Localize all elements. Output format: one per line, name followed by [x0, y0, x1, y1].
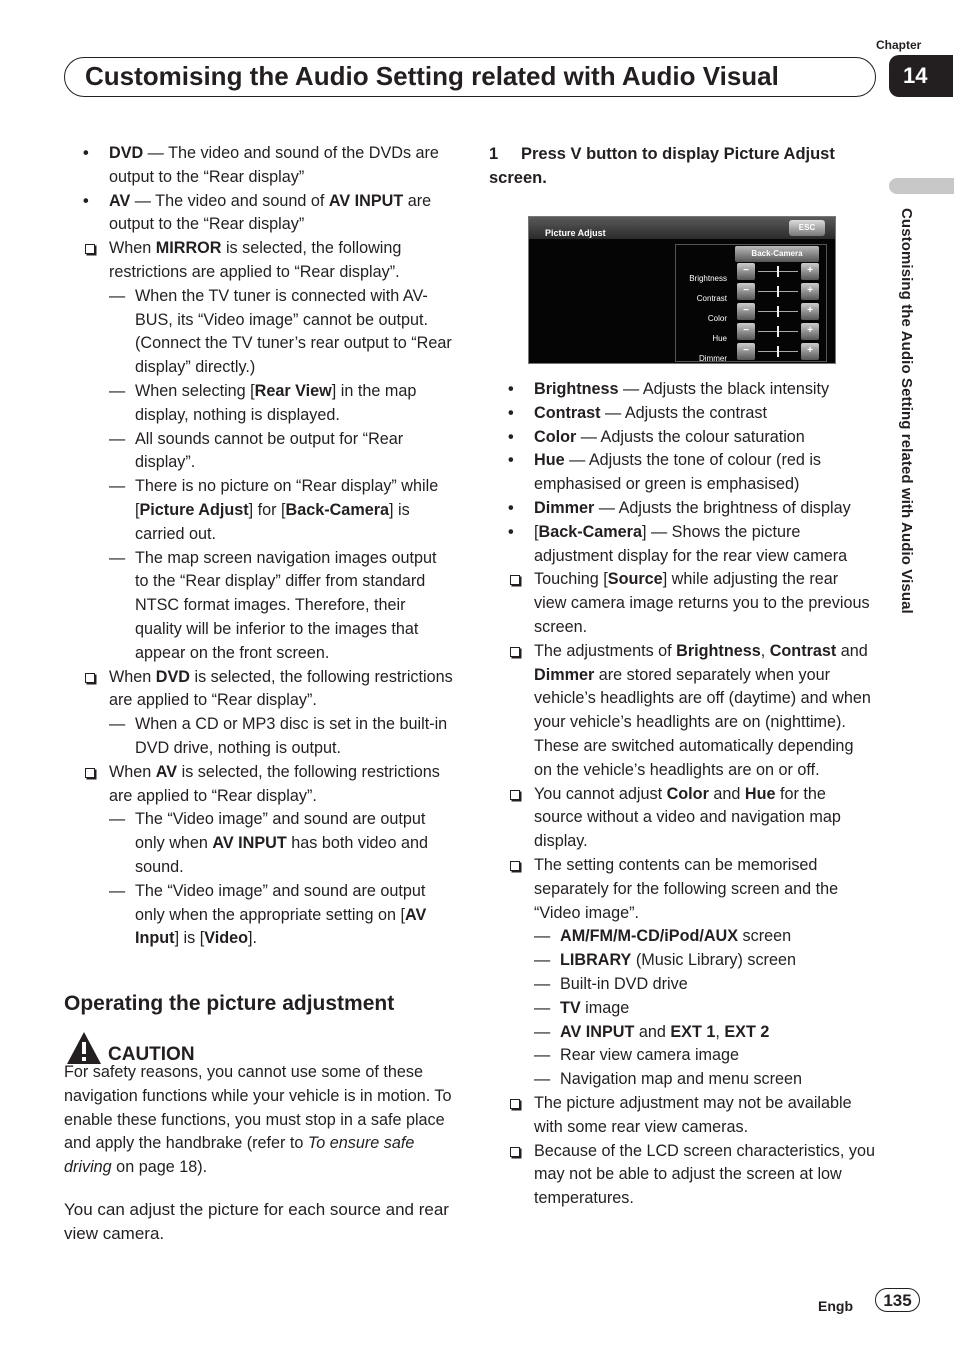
minus-button: −	[737, 283, 755, 300]
bullet-back-camera: • [Back-Camera] — Shows the picture adjustment display for the rear view camera	[489, 521, 875, 569]
note-memorised: The setting contents can be memorised separately for the following screen and the “Video image”.	[489, 854, 875, 925]
bullet-av: • AV — The video and sound of AV INPUT are output to the “Rear display”	[64, 190, 454, 238]
slider-marker	[777, 306, 779, 317]
warning-icon	[66, 1031, 102, 1065]
bullet-brightness: • Brightness — Adjusts the black intensity	[489, 378, 875, 402]
dash-item: — Navigation map and menu screen	[489, 1068, 875, 1092]
slider-brightness	[737, 263, 819, 280]
slider-contrast	[737, 283, 819, 300]
row-label-hue: Hue	[712, 334, 727, 343]
right-column	[489, 142, 875, 1211]
minus-button: −	[737, 263, 755, 280]
slider-marker	[777, 346, 779, 357]
note-availability: The picture adjustment may not be available with some rear view cameras.	[489, 1092, 875, 1140]
picture-adjust-screenshot	[528, 216, 836, 364]
left-column	[64, 142, 454, 1246]
chapter-title: Customising the Audio Setting related with Audio Visual	[85, 61, 779, 91]
plus-button: +	[801, 303, 819, 320]
row-label-color: Color	[707, 314, 727, 323]
note-headlights: The adjustments of Brightness, Contrast and Dimmer are stored separately when your vehicle’s headlights are off (daytime) and when your vehicle’s headlights are on (nighttime). These are switched automatically depending on the vehicle’s headlights are on or off.	[489, 640, 875, 783]
dash-item: — When a CD or MP3 disc is set in the built-in DVD drive, nothing is output.	[64, 713, 454, 761]
slider-hue	[737, 323, 819, 340]
row-label-dimmer: Dimmer	[699, 354, 727, 363]
screen-title: Picture Adjust	[545, 228, 606, 238]
caution-label: CAUTION	[108, 1044, 195, 1066]
dash-item: — The “Video image” and sound are output only when the appropriate setting on [AV Input] is [Video].	[64, 880, 454, 951]
plus-button: +	[801, 263, 819, 280]
dash-item: — All sounds cannot be output for “Rear display”.	[64, 428, 454, 476]
note-lcd: Because of the LCD screen characteristics, you may not be able to adjust the screen at low temperatures.	[489, 1140, 875, 1211]
intro-paragraph: You can adjust the picture for each source and rear view camera.	[64, 1200, 449, 1243]
plus-button: +	[801, 343, 819, 360]
dash-item: — AV INPUT and EXT 1, EXT 2	[489, 1021, 875, 1045]
dash-item: — When selecting [Rear View] in the map display, nothing is displayed.	[64, 380, 454, 428]
dash-item: — AM/FM/M-CD/iPod/AUX screen	[489, 925, 875, 949]
side-thumb-tab	[889, 178, 954, 194]
note-source: Touching [Source] while adjusting the rear view camera image returns you to the previous screen.	[489, 568, 875, 639]
back-camera-button: Back-Camera	[735, 246, 819, 262]
row-label-contrast: Contrast	[696, 294, 727, 303]
caution-text: For safety reasons, you cannot use some of these navigation functions while your vehicle is in motion. To enable these functions, you must stop in a safe place and apply the handbrake (refer to To ensure safe driving on page 18).	[64, 1063, 452, 1177]
plus-button: +	[801, 323, 819, 340]
dash-item: — The “Video image” and sound are output only when AV INPUT has both video and sound.	[64, 808, 454, 879]
dash-item: — LIBRARY (Music Library) screen	[489, 949, 875, 973]
row-label-brightness: Brightness	[689, 274, 727, 283]
bullet-color: • Color — Adjusts the colour saturation	[489, 426, 875, 450]
slider-marker	[777, 266, 779, 277]
chapter-label: Chapter	[876, 38, 922, 52]
esc-button: ESC	[789, 220, 825, 236]
language-code: Engb	[818, 1298, 853, 1314]
minus-button: −	[737, 343, 755, 360]
note-color-hue: You cannot adjust Color and Hue for the source without a video and navigation map display.	[489, 783, 875, 854]
slider-marker	[777, 326, 779, 337]
dash-item: — When the TV tuner is connected with AV-BUS, its “Video image” cannot be output. (Connect the TV tuner’s rear output to “Rear display” directly.)	[64, 285, 454, 380]
note-av-selected: When AV is selected, the following restrictions are applied to “Rear display”.	[64, 761, 454, 809]
minus-button: −	[737, 323, 755, 340]
slider-marker	[777, 286, 779, 297]
dash-item: — Built-in DVD drive	[489, 973, 875, 997]
bullet-contrast: • Contrast — Adjusts the contrast	[489, 402, 875, 426]
dash-item: — Rear view camera image	[489, 1044, 875, 1068]
section-heading: Operating the picture adjustment	[64, 992, 395, 1016]
side-tab-text: Customising the Audio Setting related with Audio Visual	[898, 208, 915, 614]
page-number: 135	[875, 1288, 920, 1312]
bullet-hue: • Hue — Adjusts the tone of colour (red is emphasised or green is emphasised)	[489, 449, 875, 497]
plus-button: +	[801, 283, 819, 300]
slider-color	[737, 303, 819, 320]
note-dvd-selected: When DVD is selected, the following restrictions are applied to “Rear display”.	[64, 666, 454, 714]
minus-button: −	[737, 303, 755, 320]
dash-item: — The map screen navigation images output to the “Rear display” differ from standard NTSC format images. Therefore, their quality will be inferior to the images that appear on the front screen.	[64, 547, 454, 666]
dash-item: — TV image	[489, 997, 875, 1021]
step-1: 1 Press V button to display Picture Adjust screen.	[489, 145, 835, 187]
slider-dimmer	[737, 343, 819, 360]
dash-item: — There is no picture on “Rear display” while [Picture Adjust] for [Back-Camera] is carried out.	[64, 475, 454, 546]
bullet-dvd: • DVD — The video and sound of the DVDs are output to the “Rear display”	[64, 142, 454, 190]
chapter-number-badge: 14	[889, 55, 953, 97]
bullet-dimmer: • Dimmer — Adjusts the brightness of display	[489, 497, 875, 521]
chapter-title-box	[64, 57, 876, 97]
note-mirror: When MIRROR is selected, the following restrictions are applied to “Rear display”.	[64, 237, 454, 285]
